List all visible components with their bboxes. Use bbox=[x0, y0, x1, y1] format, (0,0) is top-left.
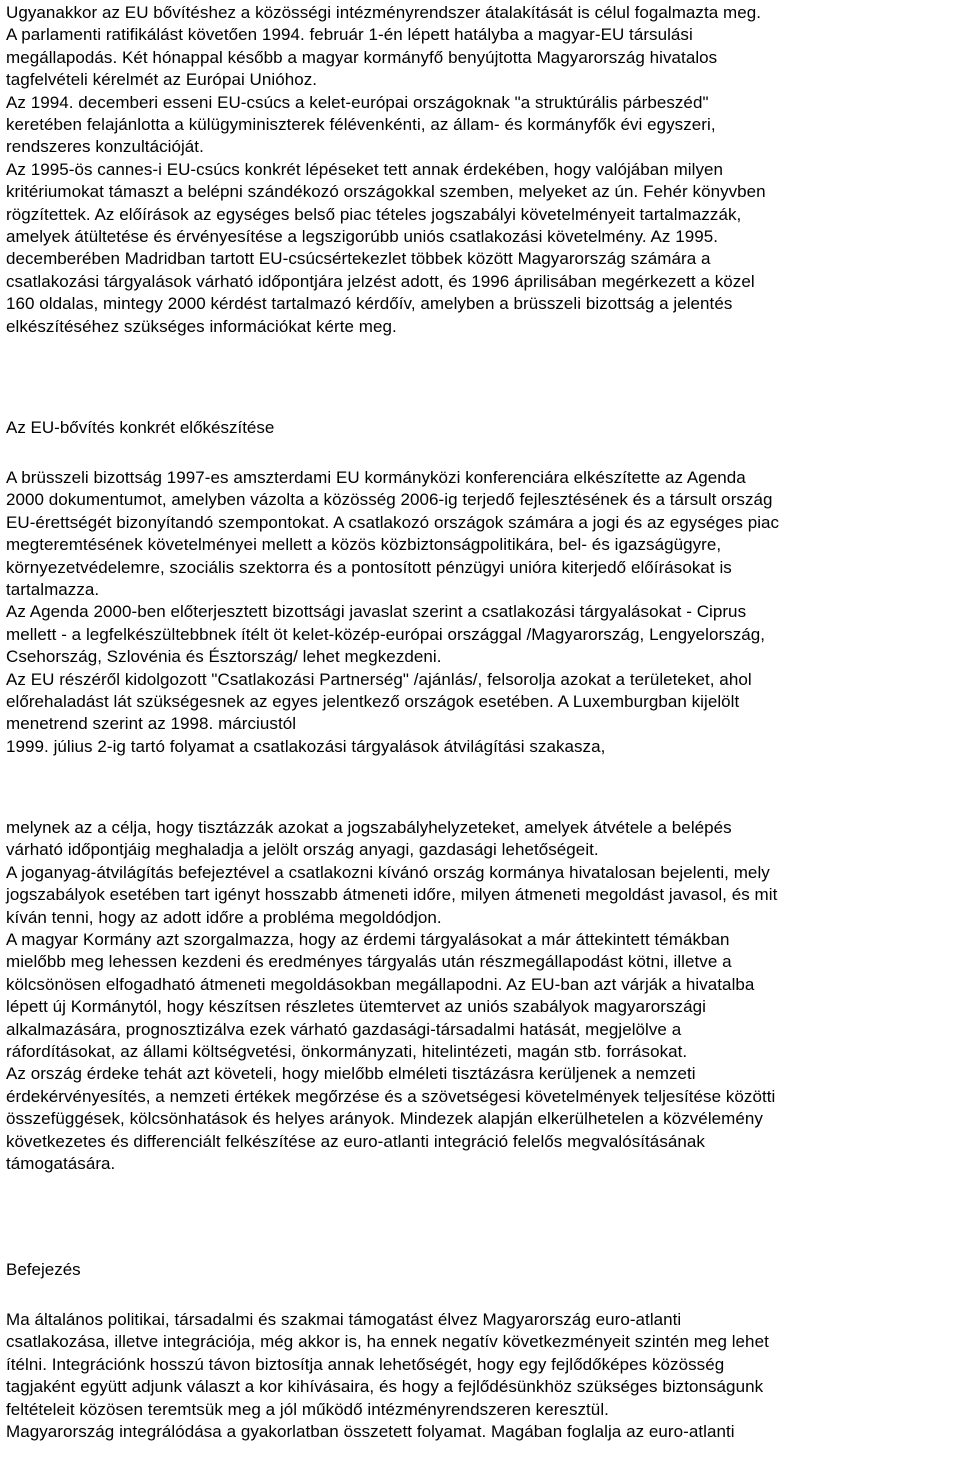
text-line: előrehaladást lát szükségesnek az egyes jelentkező országok esetében. A Luxemburgban kijelölt bbox=[6, 692, 740, 712]
text-line: következetes és differenciált felkészítése az euro-atlanti integráció felelős megvalósításának bbox=[6, 1131, 705, 1151]
text-line: kíván tenni, hogy az adott időre a probléma megoldódjon. bbox=[6, 907, 442, 927]
text-line: A joganyag-átvilágítás befejeztével a csatlakozni kívánó ország kormánya hivatalosan bejelenti, mely bbox=[6, 862, 770, 882]
text-line: amelyek átültetése és érvényesítése a legszigorúbb uniós csatlakozási követelmény. Az 1995. bbox=[6, 227, 719, 247]
text-line: kritériumokat támaszt a belépni szándékozó országokkal szemben, melyeket az ún. Fehér könyvben bbox=[6, 182, 766, 202]
text-line: melynek az a célja, hogy tisztázzák azokat a jogszabályhelyzeteket, amelyek átvétele a belépés bbox=[6, 818, 732, 837]
section-heading: Befejezés bbox=[6, 1260, 81, 1279]
section-body bbox=[6, 1309, 954, 1443]
text-line: 160 oldalas, mintegy 2000 kérdést tartalmazó kérdőív, amelyben a brüsszeli bizottság a jelentés bbox=[6, 294, 733, 314]
text-line: Csehország, Szlovénia és Észtország/ lehet megkezdeni. bbox=[6, 647, 442, 667]
section-body bbox=[6, 817, 954, 1176]
text-line: alkalmazására, prognosztizálva ezek várható gazdasági-társadalmi hatását, megjelölve a bbox=[6, 1019, 682, 1039]
text-line: összefüggések, kölcsönhatások és helyes arányok. Mindezek alapján elkerülhetelen a közvélemény bbox=[6, 1109, 763, 1129]
text-line: érdekérvényesítés, a nemzeti értékek megőrzése és a szövetségesi követelmények teljesítése közötti bbox=[6, 1086, 776, 1106]
text-line: A parlamenti ratifikálást követően 1994. február 1-én lépett hatályba a magyar-EU társulási bbox=[6, 25, 693, 45]
text-line: feltételeit közösen teremtsük meg a jól működő intézményrendszeren keresztül. bbox=[6, 1399, 609, 1419]
text-line: rendszeres konzultációját. bbox=[6, 137, 204, 157]
text-line: csatlakozási tárgyalások várható időpontjára jelzést adott, és 1996 áprilisában megérkezett a közel bbox=[6, 271, 755, 291]
section-heading: Az EU-bővítés konkrét előkészítése bbox=[6, 418, 275, 437]
text-line: tartalmazza. bbox=[6, 580, 100, 600]
text-line: Az 1995-ös cannes-i EU-csúcs konkrét lépéseket tett annak érdekében, hogy valójában milyen bbox=[6, 159, 724, 179]
text-line: Az 1994. decemberi esseni EU-csúcs a kelet-európai országoknak "a struktúrális párbeszéd" bbox=[6, 92, 709, 112]
text-line: EU-érettségét bizonyítandó szempontokat. A csatlakozó országok számára a jogi és az egységes piac bbox=[6, 512, 780, 532]
text-line: ítélni. Integrációnk hosszú távon biztosítja annak lehetőségét, hogy egy fejlődőképes közösség bbox=[6, 1354, 725, 1374]
text-line: Az Agenda 2000-ben előterjesztett bizottsági javaslat szerint a csatlakozási tárgyalásokat - Ciprus bbox=[6, 602, 747, 622]
text-line: megteremtésének követelményei mellett a közös közbiztonságpolitikára, bel- és igazságügyre, bbox=[6, 535, 722, 555]
text-line: megállapodás. Két hónappal később a magyar kormányfő benyújtotta Magyarország hivatalos bbox=[6, 47, 718, 67]
text-line: rögzítettek. Az előírások az egységes belső piac tételes jogszabályi követelményeit tartalmazzák, bbox=[6, 204, 742, 224]
text-line: ráfordításokat, az állami költségvetési, önkormányzati, hitelintézeti, magán stb. forrásokat. bbox=[6, 1042, 688, 1062]
text-line: lépett új Kormánytól, hogy készítsen részletes ütemtervet az uniós szabályok magyarországi bbox=[6, 997, 706, 1017]
text-line: tagfelvételi kérelmét az Európai Unióhoz. bbox=[6, 70, 318, 90]
text-line: 1999. július 2-ig tartó folyamat a csatlakozási tárgyalások átvilágítási szakasza, bbox=[6, 736, 606, 756]
text-line: Az ország érdeke tehát azt követeli, hogy mielőbb elméleti tisztázásra kerüljenek a nemzeti bbox=[6, 1064, 696, 1084]
text-line: mellett - a legfelkészültebbnek ítélt öt kelet-közép-európai országgal /Magyarország, Lengyelország, bbox=[6, 624, 766, 644]
text-line: jogszabályok esetében tart igényt hosszabb átmeneti időre, milyen átmeneti megoldást javasol, és mit bbox=[6, 885, 778, 905]
text-line: Magyarország integrálódása a gyakorlatban összetett folyamat. Magában foglalja az euro-atlanti bbox=[6, 1422, 735, 1442]
text-line: elkészítéséhez szükséges információkat kérte meg. bbox=[6, 316, 397, 336]
text-line: keretében felajánlotta a külügyminiszterek félévenkénti, az állam- és kormányfők évi egyszeri, bbox=[6, 115, 716, 135]
text-line: 2000 dokumentumot, amelyben vázolta a közösség 2006-ig terjedő fejlesztésének és a társult ország bbox=[6, 490, 773, 510]
text-line: támogatására. bbox=[6, 1154, 116, 1174]
text-line: várható időpontjáig meghaladja a jelölt ország anyagi, gazdasági lehetőségeit. bbox=[6, 840, 599, 860]
text-line: Ma általános politikai, társadalmi és szakmai támogatást élvez Magyarország euro-atlanti bbox=[6, 1310, 682, 1329]
text-line: A magyar Kormány azt szorgalmazza, hogy az érdemi tárgyalásokat a már áttekintett témákban bbox=[6, 930, 730, 950]
section-body bbox=[6, 467, 954, 758]
text-line: Az EU részéről kidolgozott "Csatlakozási Partnerség" /ajánlás/, felsorolja azokat a területeket, ahol bbox=[6, 669, 752, 689]
text-line: tagjaként együtt adjunk választ a kor kihívásaira, és hogy a fejlődésünkhöz szükséges biztonságunk bbox=[6, 1377, 764, 1397]
text-line: mielőbb meg lehessen kezdeni és eredményes tárgyalás után részmegállapodást kötni, illetve a bbox=[6, 952, 732, 972]
text-line: Ugyanakkor az EU bővítéshez a közösségi intézményrendszer átalakítását is célul fogalmazta meg. bbox=[6, 3, 762, 22]
text-line: kölcsönösen elfogadható átmeneti megoldásokban megállapodni. Az EU-ban azt várják a hivatalba bbox=[6, 974, 755, 994]
text-line: decemberében Madridban tartott EU-csúcsértekezlet többek között Magyarország számára a bbox=[6, 249, 711, 269]
text-line: A brüsszeli bizottság 1997-es amszterdami EU kormányközi konferenciára elkészítette az Agenda bbox=[6, 468, 746, 487]
intro-block bbox=[6, 2, 954, 338]
text-line: csatlakozása, illetve integrációja, még akkor is, ha ennek negatív következményeit szintén meg lehet bbox=[6, 1332, 769, 1352]
text-line: környezetvédelemre, szociális szektorra és a pontosított pénzügyi unióra kiterjedő előírásokat is bbox=[6, 557, 732, 577]
text-line: menetrend szerint az 1998. márciustól bbox=[6, 714, 297, 734]
